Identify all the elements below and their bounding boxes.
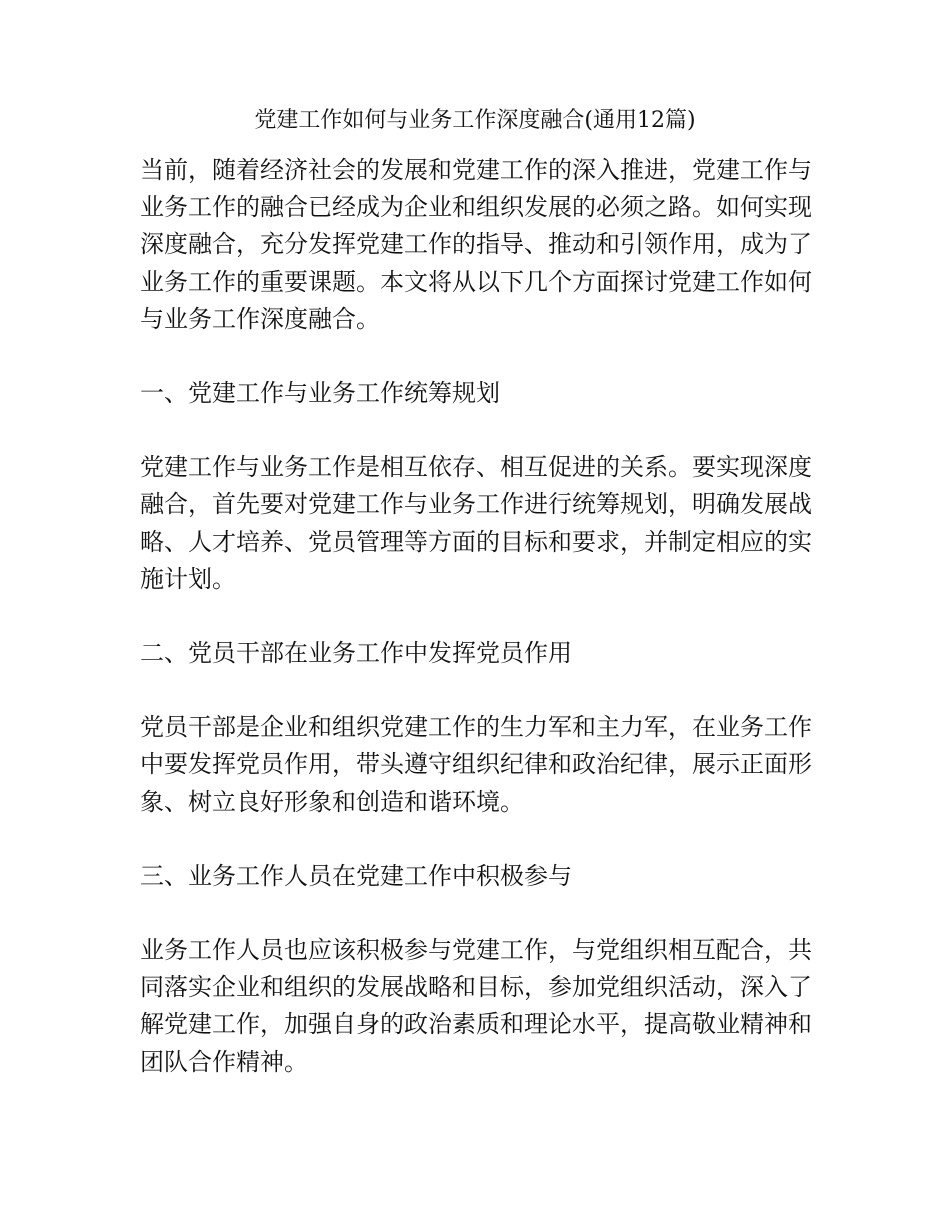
section-heading-2: 二、党员干部在业务工作中发挥党员作用 [140,639,572,668]
section-body-3: 业务工作人员也应该积极参与党建工作，与党组织相互配合，共同落实企业和组织的发展战略和目标，参加党组织活动，深入了解党建工作，加强自身的政治素质和理论水平，提高敬业精神和团队合作精神。 [140,936,812,1076]
section-heading-3: 三、业务工作人员在党建工作中积极参与 [140,861,572,890]
document-body [140,152,812,1118]
intro-paragraph: 当前，随着经济社会的发展和党建工作的深入推进，党建工作与业务工作的融合已经成为企业和组织发展的必须之路。如何实现深度融合，充分发挥党建工作的指导、推动和引领作用，成为了业务工作的重要课题。本文将从以下几个方面探讨党建工作如何与业务工作深度融合。 [140,156,812,333]
document-title: 党建工作如何与业务工作深度融合(通用12篇) [254,108,696,133]
section-body-1: 党建工作与业务工作是相互依存、相互促进的关系。要实现深度融合，首先要对党建工作与业务工作进行统筹规划，明确发展战略、人才培养、党员管理等方面的目标和要求，并制定相应的实施计划。 [140,453,812,593]
section-heading-1: 一、党建工作与业务工作统筹规划 [140,379,500,408]
section-body-2: 党员干部是企业和组织党建工作的生力军和主力军，在业务工作中要发挥党员作用，带头遵守组织纪律和政治纪律，展示正面形象、树立良好形象和创造和谐环境。 [140,713,812,816]
